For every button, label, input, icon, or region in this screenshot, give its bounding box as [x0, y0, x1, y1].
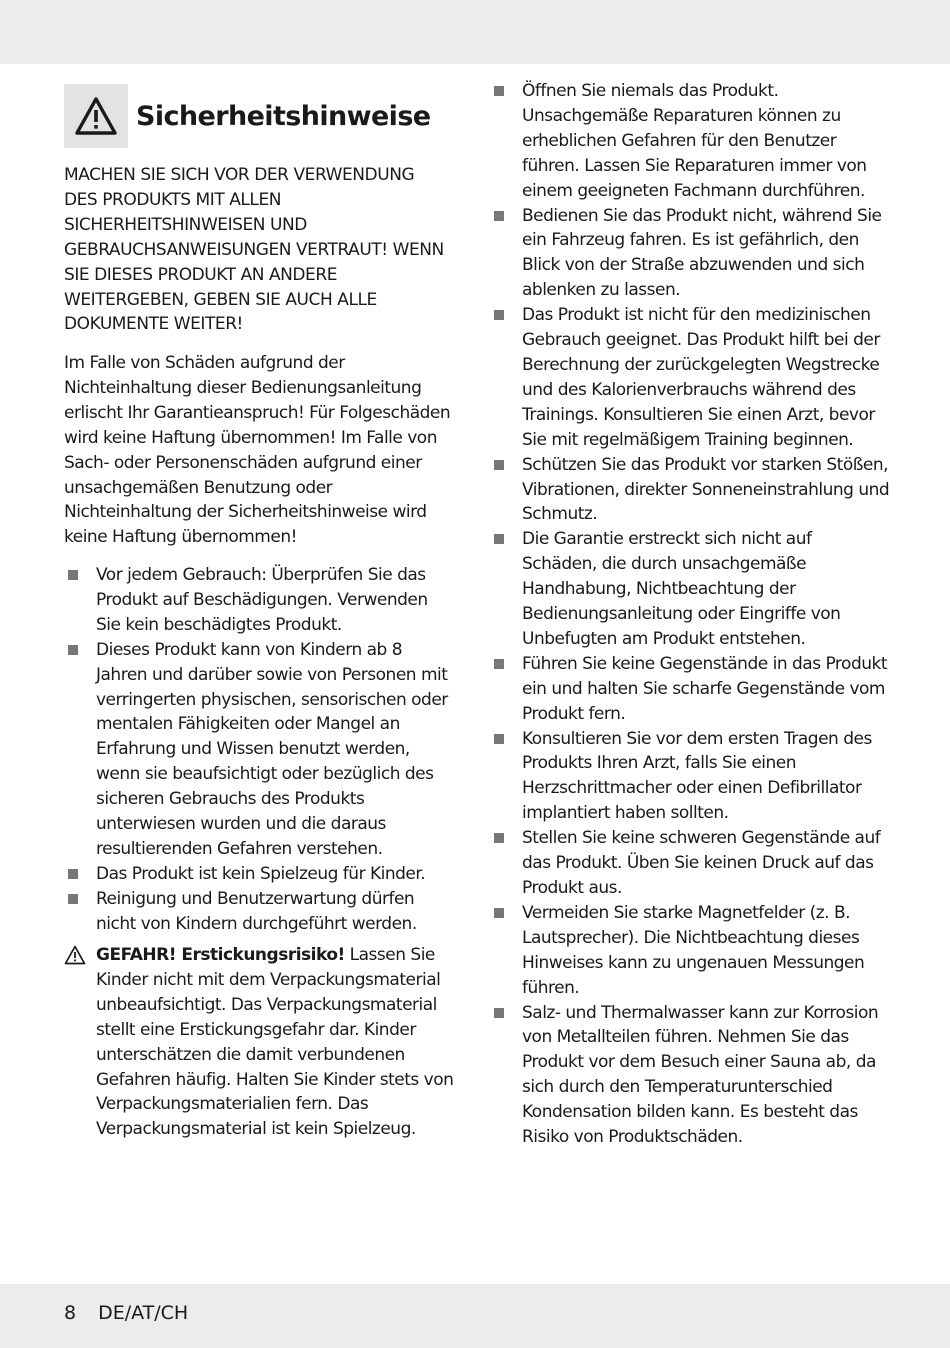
- left-bullet-list: [64, 563, 454, 937]
- list-item: [64, 862, 454, 887]
- list-item: [490, 303, 890, 452]
- list-item: [64, 638, 454, 862]
- danger-notice: [64, 943, 454, 1142]
- square-bullet-icon: [494, 659, 504, 669]
- square-bullet-icon: [494, 534, 504, 544]
- list-item-text: Die Garantie erstreckt sich nicht auf Schäden, die durch unsachgemäße Handhabung, Nichtbeachtung der Bedienungsanleitung oder Eingriffe von Unbefugten am Produkt entstehen.: [522, 529, 841, 649]
- locale-label: DE/AT/CH: [98, 1302, 189, 1324]
- list-item-text: Stellen Sie keine schweren Gegenstände auf das Produkt. Üben Sie keinen Druck auf das Produkt aus.: [522, 828, 881, 898]
- square-bullet-icon: [68, 894, 78, 904]
- danger-label: GEFAHR! Erstickungsrisiko!: [96, 945, 345, 965]
- list-item-text: Dieses Produkt kann von Kindern ab 8 Jahren und darüber sowie von Personen mit verringerten physischen, sensorischen oder mentalen Fähigkeiten oder Mangel an Erfahrung und Wissen benutzt werden, wenn sie beaufsichtigt oder bezüglich des sicheren Gebrauchs des Produkts unterwiesen wurden und die daraus resultierenden Gefahren verstehen.: [96, 639, 448, 859]
- list-item-text: Konsultieren Sie vor dem ersten Tragen des Produkts Ihren Arzt, falls Sie einen Herzschrittmacher oder einen Defibrillator implantiert haben sollten.: [522, 728, 872, 824]
- list-item: [64, 887, 454, 937]
- section-heading: [64, 84, 431, 148]
- list-item: [490, 826, 890, 901]
- page-number: 8: [64, 1302, 77, 1324]
- square-bullet-icon: [68, 645, 78, 655]
- square-bullet-icon: [494, 211, 504, 221]
- square-bullet-icon: [494, 1008, 504, 1018]
- liability-paragraph: Im Falle von Schäden aufgrund der Nichteinhaltung dieser Bedienungsanleitung erlischt Ihr Garantieanspruch! Für Folgeschäden wird keine Haftung übernommen! Im Falle von Sach- oder Personenschäden aufgrund einer unsachgemäßen Benutzung oder Nichteinhaltung der Sicherheitshinweise wird keine Haftung übernommen!: [64, 353, 451, 548]
- list-item-text: Das Produkt ist nicht für den medizinischen Gebrauch geeignet. Das Produkt hilft bei der Berechnung der zurückgelegten Wegstrecke und des Kalorienverbrauchs während des Trainings. Konsultieren Sie einen Arzt, bevor Sie mit regelmäßigem Training beginnen.: [522, 305, 880, 450]
- list-item: [490, 727, 890, 827]
- square-bullet-icon: [494, 833, 504, 843]
- list-item-text: Schützen Sie das Produkt vor starken Stößen, Vibrationen, direkter Sonneneinstrahlung und Schmutz.: [522, 454, 890, 525]
- list-item: [64, 563, 454, 638]
- list-item: [490, 453, 890, 528]
- list-item: [490, 527, 890, 652]
- square-bullet-icon: [494, 310, 504, 320]
- square-bullet-icon: [494, 734, 504, 744]
- square-bullet-icon: [494, 460, 504, 470]
- list-item-text: Reinigung und Benutzerwartung dürfen nicht von Kindern durchgeführt werden.: [96, 888, 417, 934]
- list-item-text: Führen Sie keine Gegenstände in das Produkt ein und halten Sie scharfe Gegenstände vom Produkt fern.: [522, 653, 888, 724]
- list-item-text: Bedienen Sie das Produkt nicht, während Sie ein Fahrzeug fahren. Es ist gefährlich, den Blick von der Straße abzuwenden und sich ablenken zu lassen.: [522, 205, 882, 301]
- danger-text: Lassen Sie Kinder nicht mit dem Verpackungsmaterial unbeaufsichtigt. Das Verpackungsmaterial stellt eine Erstickungsgefahr dar. Kinder unterschätzen die damit verbundenen Gefahren häufig. Halten Sie Kinder stets von Verpackungsmaterialien fern. Das Verpackungsmaterial ist kein Spielzeug.: [96, 945, 454, 1140]
- right-bullet-list: [490, 79, 890, 1150]
- list-item-text: Öffnen Sie niemals das Produkt. Unsachgemäße Reparaturen können zu erheblichen Gefahren für den Benutzer führen. Lassen Sie Reparaturen immer von einem geeigneten Fachmann durchführen.: [522, 81, 867, 201]
- list-item: [490, 1001, 890, 1150]
- list-item-text: Das Produkt ist kein Spielzeug für Kinder.: [96, 863, 426, 884]
- list-item-text: Salz- und Thermalwasser kann zur Korrosion von Metallteilen führen. Nehmen Sie das Produkt vor dem Besuch einer Sauna ab, da sich durch den Temperaturunterschied Kondensation bilden kann. Es besteht das Risiko von Produktschäden.: [522, 1002, 879, 1148]
- list-item: [490, 652, 890, 727]
- page-title: Sicherheitshinweise: [136, 100, 431, 132]
- list-item-text: Vor jedem Gebrauch: Überprüfen Sie das Produkt auf Beschädigungen. Verwenden Sie kein beschädigtes Produkt.: [96, 565, 428, 635]
- square-bullet-icon: [68, 570, 78, 580]
- square-bullet-icon: [494, 86, 504, 96]
- square-bullet-icon: [68, 869, 78, 879]
- square-bullet-icon: [494, 908, 504, 918]
- list-item-text: Vermeiden Sie starke Magnetfelder (z. B. Lautsprecher). Die Nichtbeachtung dieses Hinweises kann zu ungenauen Messungen führen.: [522, 902, 865, 998]
- warning-triangle-icon: [64, 84, 128, 148]
- page-footer: [64, 1302, 188, 1324]
- list-item: [490, 901, 890, 1001]
- intro-warning-caps: MACHEN SIE SICH VOR DER VERWENDUNG DES PRODUKTS MIT ALLEN SICHERHEITSHINWEISEN UND GEBRAUCHSANWEISUNGEN VERTRAUT! WENN SIE DIESES PRODUKT AN ANDERE WEITERGEBEN, GEBEN SIE AUCH ALLE DOKUMENTE WEITER!: [64, 165, 444, 335]
- top-band: [0, 0, 950, 64]
- warning-triangle-icon: [64, 945, 86, 973]
- list-item: [490, 204, 890, 304]
- list-item: [490, 79, 890, 204]
